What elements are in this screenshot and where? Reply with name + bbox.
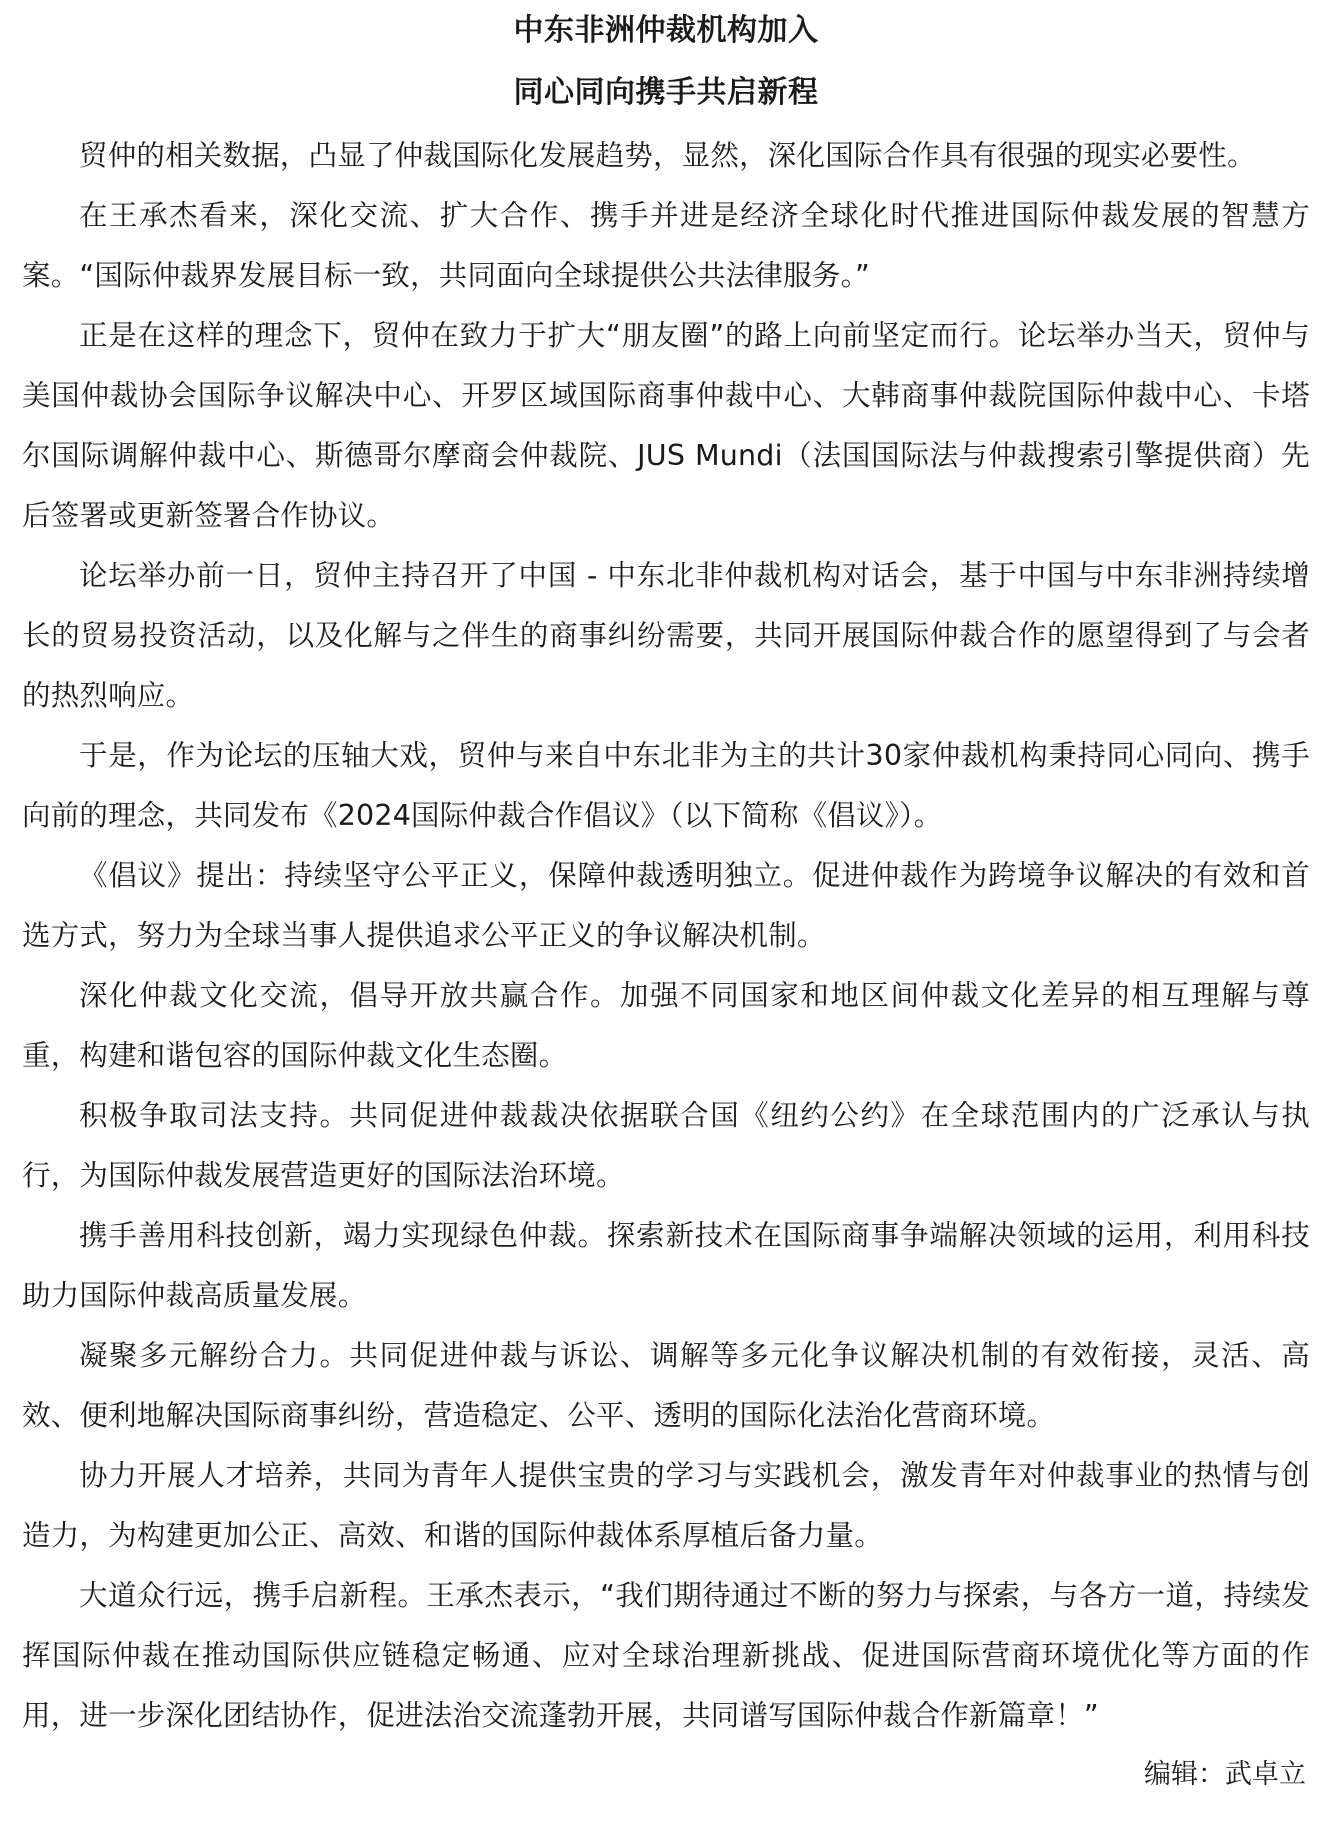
paragraph: 于是，作为论坛的压轴大戏，贸仲与来自中东北非为主的共计30家仲裁机构秉持同心同向、携手向前的理念，共同发布《2024国际仲裁合作倡议》（以下简称《倡议》）。 (22, 739, 1310, 832)
paragraph: 贸仲的相关数据，凸显了仲裁国际化发展趋势，显然，深化国际合作具有很强的现实必要性。 (79, 139, 1256, 172)
article-body (22, 126, 1310, 1746)
paragraph: 《倡议》提出：持续坚守公平正义，保障仲裁透明独立。促进仲裁作为跨境争议解决的有效和首选方式，努力为全球当事人提供追求公平正义的争议解决机制。 (22, 859, 1310, 952)
article-title-line-2: 同心同向携手共启新程 (513, 75, 819, 110)
article-title-line-1: 中东非洲仲裁机构加入 (513, 13, 819, 48)
paragraph: 协力开展人才培养，共同为青年人提供宝贵的学习与实践机会，激发青年对仲裁事业的热情与创造力，为构建更加公正、高效、和谐的国际仲裁体系厚植后备力量。 (22, 1459, 1310, 1552)
paragraph: 深化仲裁文化交流，倡导开放共赢合作。加强不同国家和地区间仲裁文化差异的相互理解与尊重，构建和谐包容的国际仲裁文化生态圈。 (22, 979, 1310, 1072)
editor-credit: 编辑：武卓立 (1144, 1759, 1306, 1790)
paragraph: 积极争取司法支持。共同促进仲裁裁决依据联合国《纽约公约》在全球范围内的广泛承认与执行，为国际仲裁发展营造更好的国际法治环境。 (22, 1099, 1310, 1192)
paragraph: 正是在这样的理念下，贸仲在致力于扩大“朋友圈”的路上向前坚定而行。论坛举办当天，贸仲与美国仲裁协会国际争议解决中心、开罗区域国际商事仲裁中心、大韩商事仲裁院国际仲裁中心、卡塔尔国际调解仲裁中心、斯德哥尔摩商会仲裁院、JUS Mundi（法国国际法与仲裁搜索引擎提供商）先后签署或更新签署合作协议。 (22, 319, 1310, 532)
paragraph: 凝聚多元解纷合力。共同促进仲裁与诉讼、调解等多元化争议解决机制的有效衔接，灵活、高效、便利地解决国际商事纠纷，营造稳定、公平、透明的国际化法治化营商环境。 (22, 1339, 1310, 1432)
paragraph: 在王承杰看来，深化交流、扩大合作、携手并进是经济全球化时代推进国际仲裁发展的智慧方案。“国际仲裁界发展目标一致，共同面向全球提供公共法律服务。” (22, 199, 1310, 292)
paragraph: 论坛举办前一日，贸仲主持召开了中国 - 中东北非仲裁机构对话会，基于中国与中东非洲持续增长的贸易投资活动，以及化解与之伴生的商事纠纷需要，共同开展国际仲裁合作的愿望得到了与会者的热烈响应。 (22, 559, 1310, 712)
paragraph: 携手善用科技创新，竭力实现绿色仲裁。探索新技术在国际商事争端解决领域的运用，利用科技助力国际仲裁高质量发展。 (22, 1219, 1310, 1312)
paragraph: 大道众行远，携手启新程。王承杰表示，“我们期待通过不断的努力与探索，与各方一道，持续发挥国际仲裁在推动国际供应链稳定畅通、应对全球治理新挑战、促进国际营商环境优化等方面的作用，进一步深化团结协作，促进法治交流蓬勃开展，共同谱写国际仲裁合作新篇章！” (22, 1579, 1310, 1732)
